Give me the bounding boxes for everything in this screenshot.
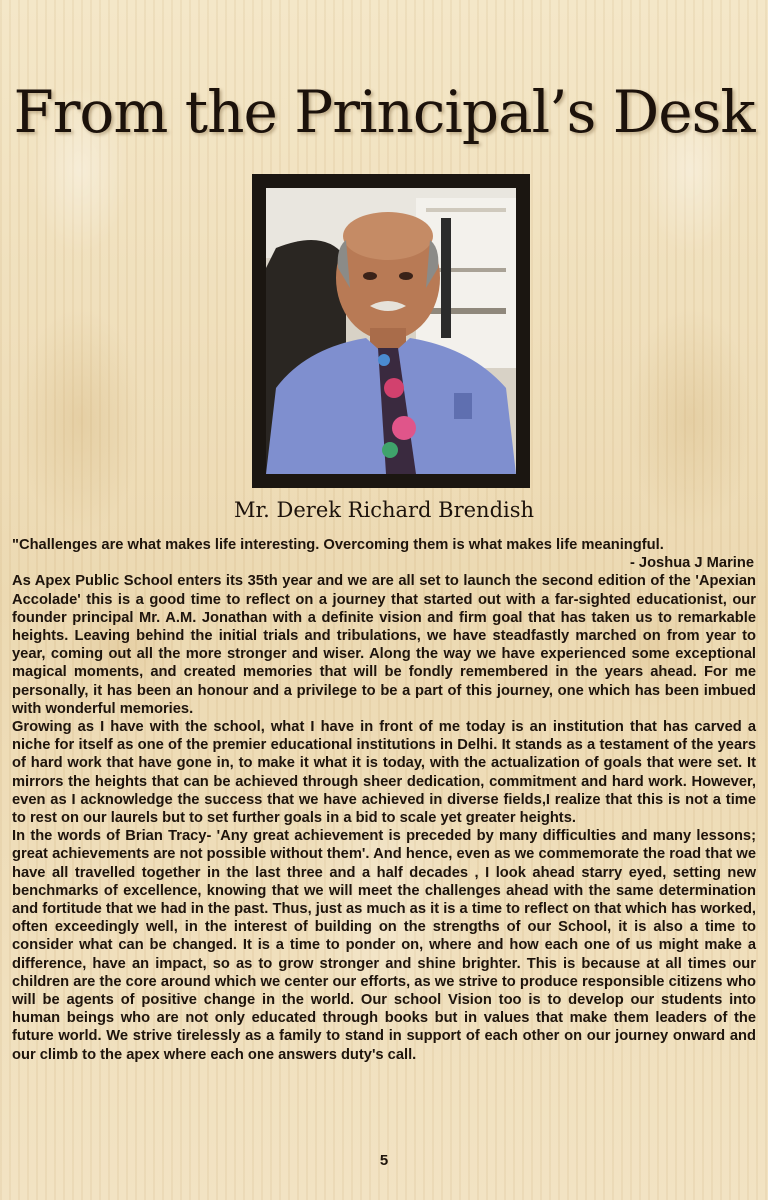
- message-body: [12, 536, 756, 1064]
- page-number: 5: [379, 1152, 389, 1169]
- quote-attribution: - Joshua J Marine: [629, 555, 754, 572]
- principal-photo: [266, 188, 516, 474]
- page-title: From the Principal’s Desk: [13, 78, 755, 146]
- paragraph-1: As Apex Public School enters its 35th year and we are all set to launch the second edition of the 'Apexian Accolade' this is a good time to reflect on a journey that started out with a far-sighted educationist, our founder principal Mr. A.M. Jonathan with a definite vision and firm goal that has taken us to remarkable heights. Leaving behind the initial trials and tribulations, we have steadfastly marched on from year to year, coming out all the more stronger and wiser. Along the way we have experienced some exceptional magical moments, and created memories that will be fondly remembered in the years ahead. For me personally, it has been an honour and a privilege to be a part of this journey, one which has been imbued with wonderful memories.: [12, 573, 756, 717]
- principal-name-caption: Mr. Derek Richard Brendish: [233, 498, 535, 522]
- paragraph-2: Growing as I have with the school, what I have in front of me today is an institution that has carved a niche for itself as one of the premier educational institutions in Delhi. It stands as a testament of the years of hard work that have gone in, to make it what it is today, with the actualization of goals that were set. It mirrors the heights that can be achieved through sheer dedication, commitment and hard work. However, even as I acknowledge the success that we have achieved in diverse fields,I realize that this is not a time to rest on our laurels but to set further goals in a bid to scale yet greater heights.: [12, 719, 756, 827]
- principal-photo-frame: [252, 174, 530, 488]
- opening-quote: "Challenges are what makes life interesting. Overcoming them is what makes life meaningful.: [12, 537, 664, 553]
- paragraph-3: In the words of Brian Tracy- 'Any great achievement is preceded by many difficulties and many lessons; great achievements are not possible without them'. And hence, even as we commemorate the road that we have all travelled together in the last three and a half decades , I look ahead starry eyed, setting new benchmarks of excellence, knowing that we will meet the challenges ahead with the same determination and fortitude that we had in the past. Thus, just as much as it is a time to reflect on that which has worked, often exceedingly well, in the interest of building on the strengths of our School, it is also a time to consider what can be changed. It is a time to ponder on, where and how each one of us might make a difference, have an impact, so as to grow stronger and shine brighter. This is because at all times our children are the core around which we center our efforts, as we strive to produce responsible citizens who will be agents of positive change in the world. Our school Vision too is to develop our students into human beings who are not only educated through books but in values that make them leaders of the future world. We strive tirelessly as a family to stand in support of each other on our journey onward and our climb to the apex where each one answers duty's call.: [12, 828, 756, 1063]
